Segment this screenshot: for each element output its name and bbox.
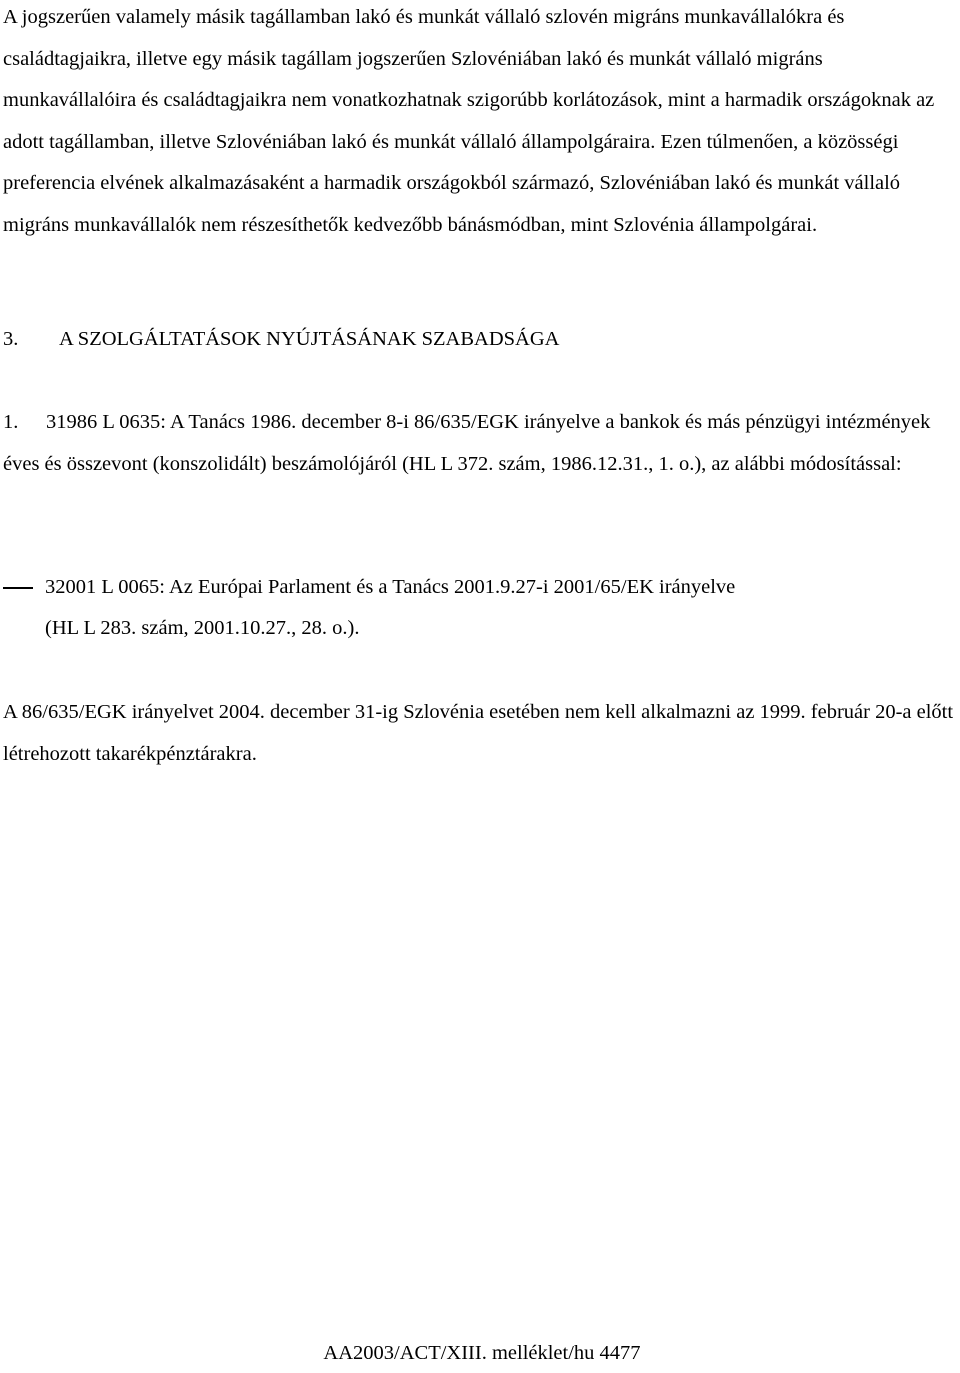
- amendment-line-2: (HL L 283. szám, 2001.10.27., 28. o.).: [45, 617, 360, 639]
- list-item-directive: [3, 402, 960, 485]
- em-dash-marker: [3, 587, 33, 589]
- section-number: 3.: [3, 328, 19, 350]
- amendment-line-1: 32001 L 0065: Az Európai Parlament és a Tanács 2001.9.27-i 2001/65/EK irányelve: [45, 576, 736, 598]
- amendment-text: [45, 567, 925, 649]
- section-heading: [3, 319, 559, 360]
- footer-reference: AA2003/ACT/XIII. melléklet/hu 4477: [323, 1342, 641, 1364]
- paragraph-savings-banks: A 86/635/EGK irányelvet 2004. december 31-ig Szlovénia esetében nem kell alkalmazni az 1999. február 20-a előtt létrehozott takarékpénztárakra.: [3, 701, 954, 765]
- page-footer: [0, 1333, 960, 1373]
- section-title: A SZOLGÁLTATÁSOK NYÚJTÁSÁNAK SZABADSÁGA: [59, 328, 560, 350]
- paragraph-migrant-workers: A jogszerűen valamely másik tagállamban lakó és munkát vállaló szlovén migráns munkavállalókra és családtagjaikra, illetve egy másik tagállam jogszerűen Szlovéniában lakó és munkát vállaló migráns munkavállalóira és családtagjaikra nem vonatkozhatnak szigorúbb korlátozások, mint a harmadik országoknak az adott tagállamban, illetve Szlovéniában lakó és munkát vállaló állampolgáraira. Ezen túlmenően, a közösségi preferencia elvének alkalmazásaként a harmadik országokból származó, Szlovéniában lakó és munkát vállaló migráns munkavállalók nem részesíthetők kedvezőbb bánásmódban, mint Szlovénia állampolgárai.: [3, 6, 935, 236]
- list-item-number: 1.: [3, 411, 19, 433]
- list-item-text: 31986 L 0635: A Tanács 1986. december 8-i 86/635/EGK irányelve a bankok és más pénzügyi intézmények éves és összevont (konszolidált) beszámolójáról (HL L 372. szám, 1986.12.31., 1. o.), az alábbi módosítással:: [3, 411, 931, 475]
